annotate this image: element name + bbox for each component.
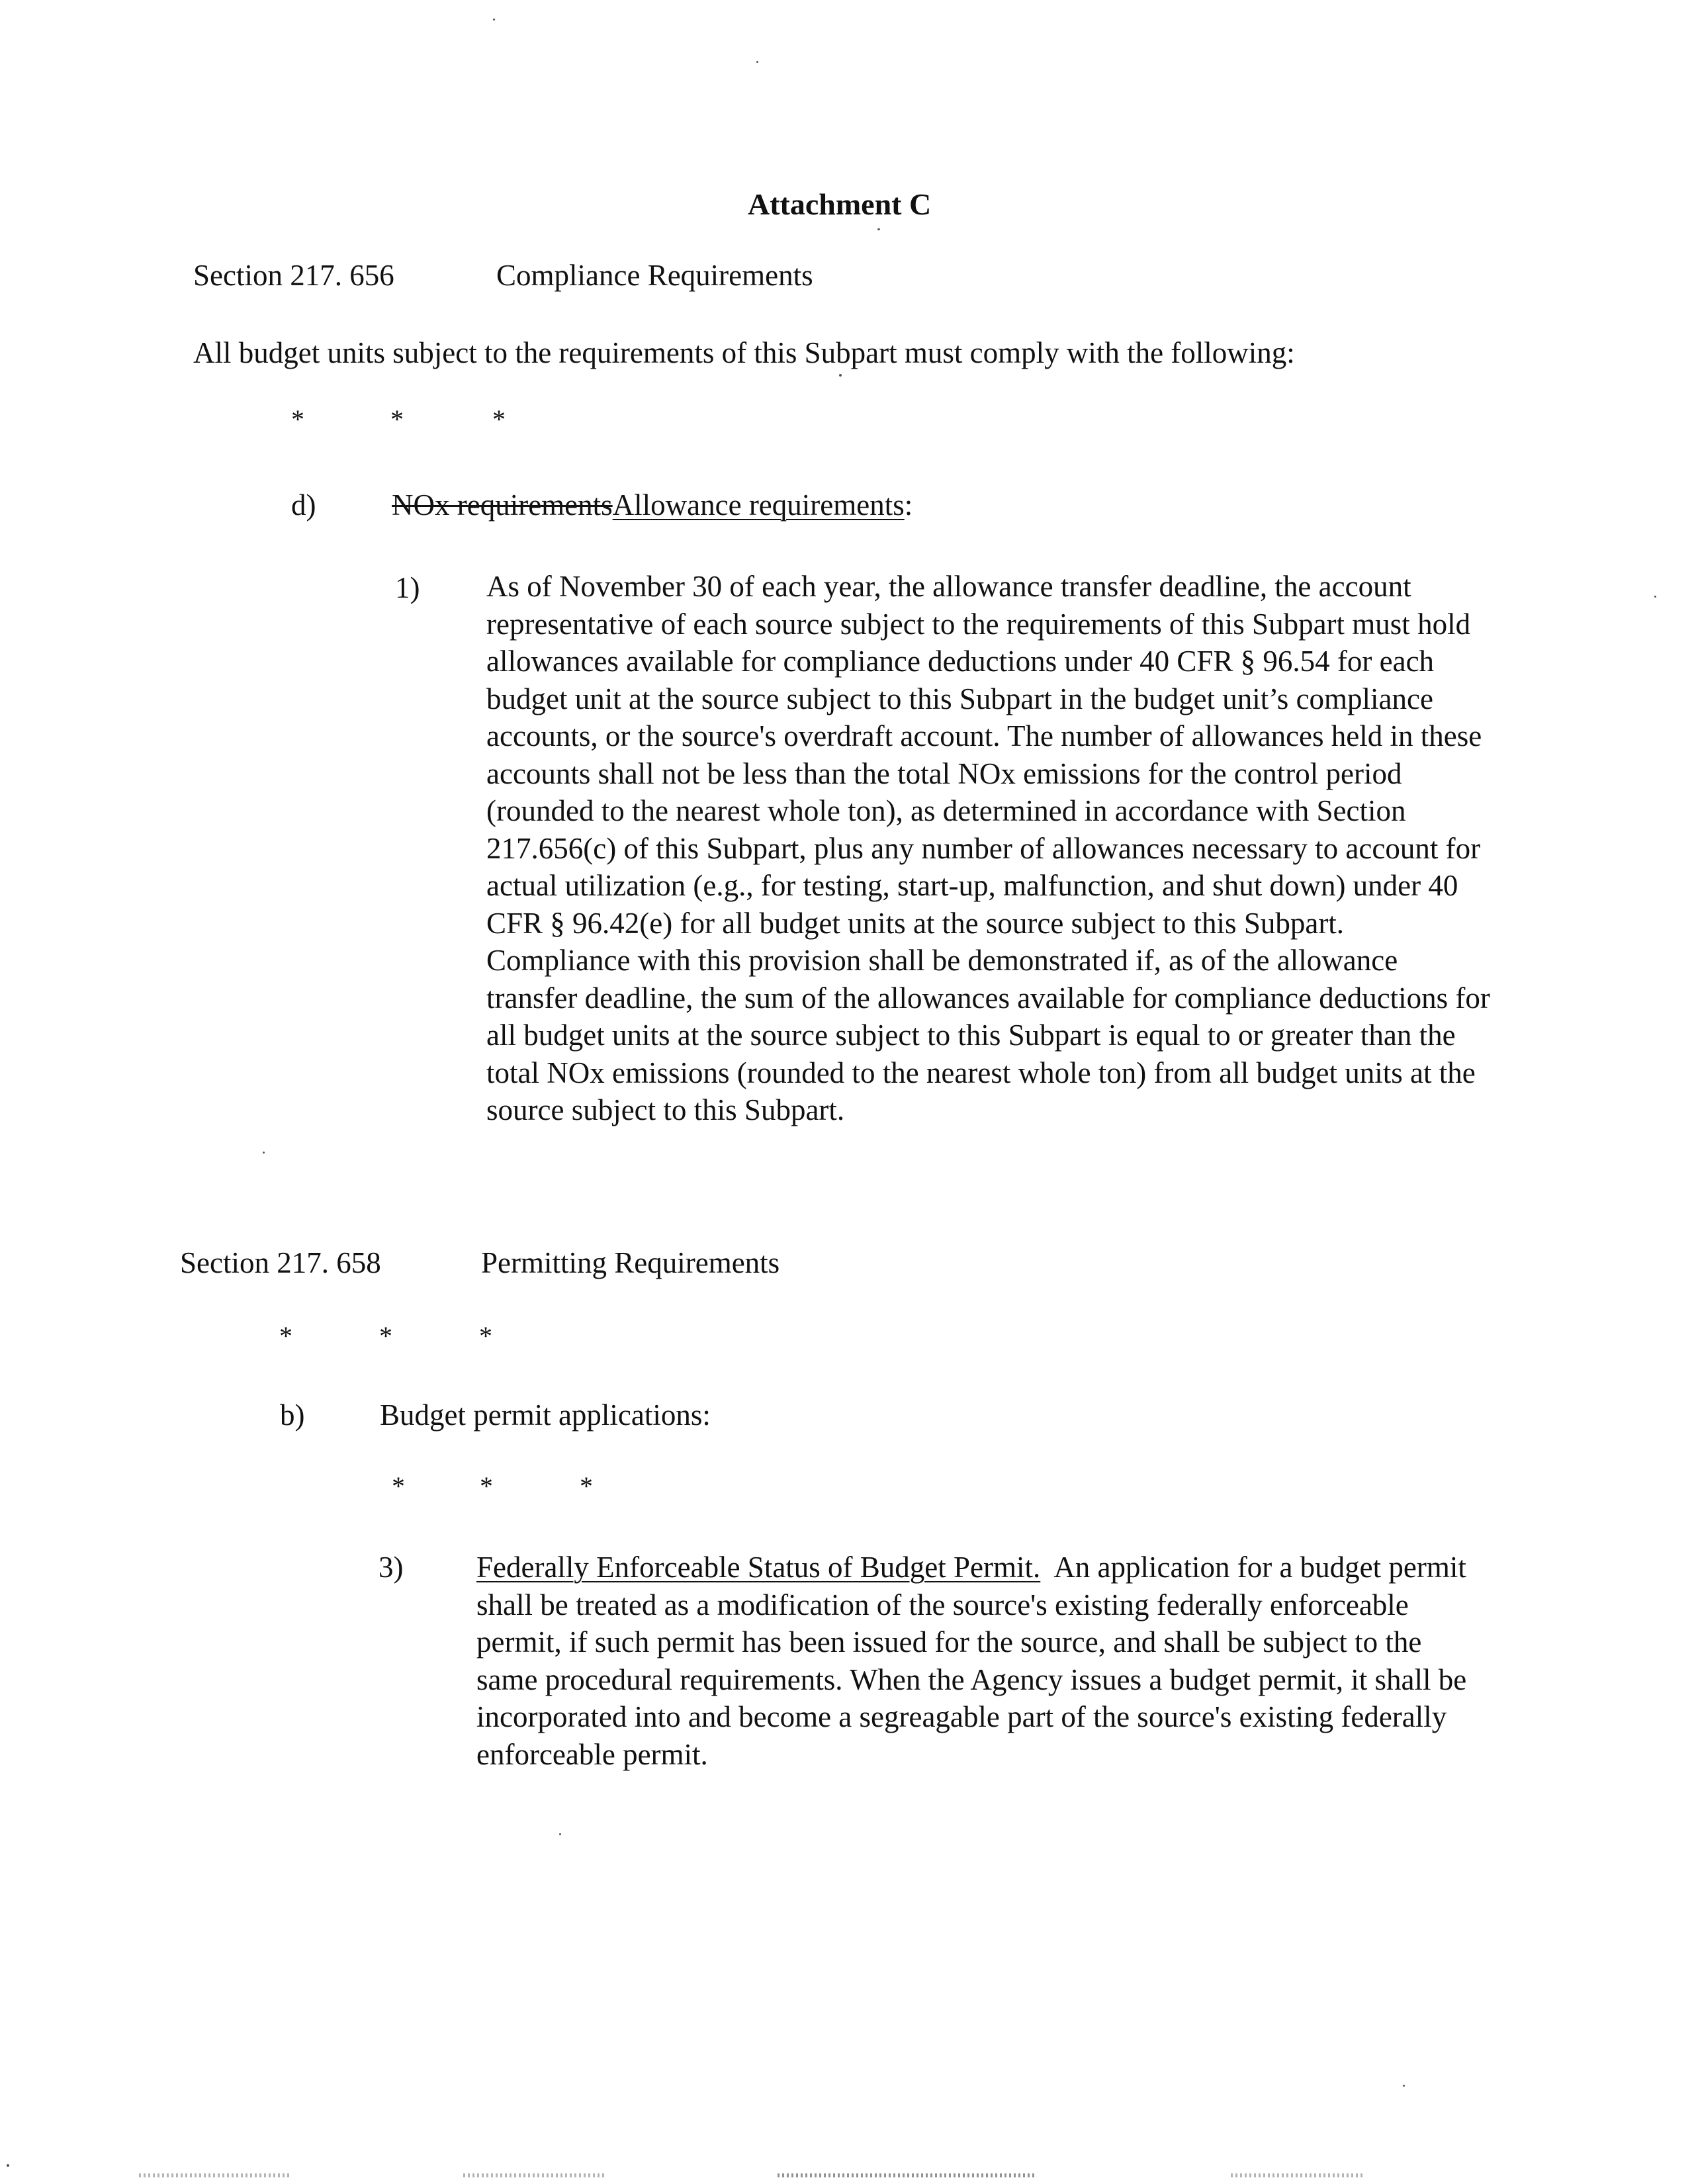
item-3-heading: Federally Enforceable Status of Budget Permit.: [476, 1551, 1041, 1584]
asterisk: *: [291, 404, 304, 434]
scan-speck: [839, 374, 842, 377]
scan-speck: [756, 61, 758, 63]
scan-speck: [1403, 2085, 1405, 2087]
asterisk: *: [480, 1471, 493, 1501]
inserted-heading-text: Allowance requirements: [612, 488, 905, 522]
scan-noise: [778, 2173, 1036, 2177]
item-1-paragraph: As of November 30 of each year, the allowance transfer deadline, the account representative of each source subject to the requirements of this Subpart must hold allowances available for compliance deductions under 40 CFR § 96.54 for each budget unit at the source subject to this Subpart in the budget unit’s compliance accounts, or the source's overdraft account. The number of allowances held in these accounts shall not be less than the total NOx emissions for the control period (rounded to the nearest whole ton), as determined in accordance with Section 217.656(c) of this Subpart, plus any number of allowances necessary to account for actual utilization (e.g., for testing, start-up, malfunction, and shut down) under 40 CFR § 96.42(e) for all budget units at the source subject to this Subpart. Compliance with this provision shall be demonstrated if, as of the allowance transfer deadline, the sum of the allowances available for compliance deductions for all budget units at the source subject to this Subpart is equal to or greater than the total NOx emissions (rounded to the nearest whole ton) from all budget units at the source subject to this Subpart.: [486, 570, 1490, 1126]
scan-noise: [463, 2173, 605, 2177]
item-1-marker: 1): [395, 571, 420, 604]
scan-speck: [493, 19, 495, 21]
subsection-d-marker: d): [291, 488, 316, 522]
subsection-b-heading: Budget permit applications:: [380, 1398, 711, 1432]
scan-noise: [139, 2173, 291, 2177]
section-658-number: Section 217. 658: [180, 1246, 381, 1279]
scan-speck: [877, 228, 880, 230]
section-656-intro: All budget units subject to the requirements of this Subpart must comply with the following:: [193, 336, 1295, 369]
asterisk: *: [580, 1471, 593, 1501]
page-title: Attachment C: [748, 187, 932, 221]
section-656-title: Compliance Requirements: [496, 259, 813, 292]
asterisk: *: [279, 1321, 292, 1351]
section-656-number: Section 217. 656: [193, 259, 394, 292]
subsection-b-marker: b): [280, 1398, 305, 1432]
subsection-d-heading: [392, 486, 913, 523]
item-3-text: An application for a budget permit shall be treated as a modification of the source's existing federally enforceable permit, if such permit has been issued for the source, and shall be subject to the same procedural requirements. When the Agency issues a budget permit, it shall be incorporated into and become a segreagable part of the source's existing federally enforceable permit.: [476, 1551, 1467, 1771]
scan-noise: [1231, 2173, 1363, 2177]
asterisk: *: [392, 1471, 405, 1501]
deleted-heading-text: NOx requirements: [392, 488, 613, 522]
scan-speck: [7, 2164, 9, 2167]
scan-speck: [263, 1152, 265, 1154]
scan-speck: [1654, 596, 1656, 598]
section-658-title: Permitting Requirements: [481, 1246, 780, 1279]
asterisk: *: [492, 404, 506, 434]
item-3-marker: 3): [379, 1551, 404, 1584]
scan-speck: [559, 1833, 561, 1835]
asterisk: *: [479, 1321, 492, 1351]
asterisk: *: [390, 404, 404, 434]
item-3-paragraph: [476, 1549, 1486, 1773]
heading-suffix: :: [904, 488, 913, 522]
asterisk: *: [379, 1321, 392, 1351]
